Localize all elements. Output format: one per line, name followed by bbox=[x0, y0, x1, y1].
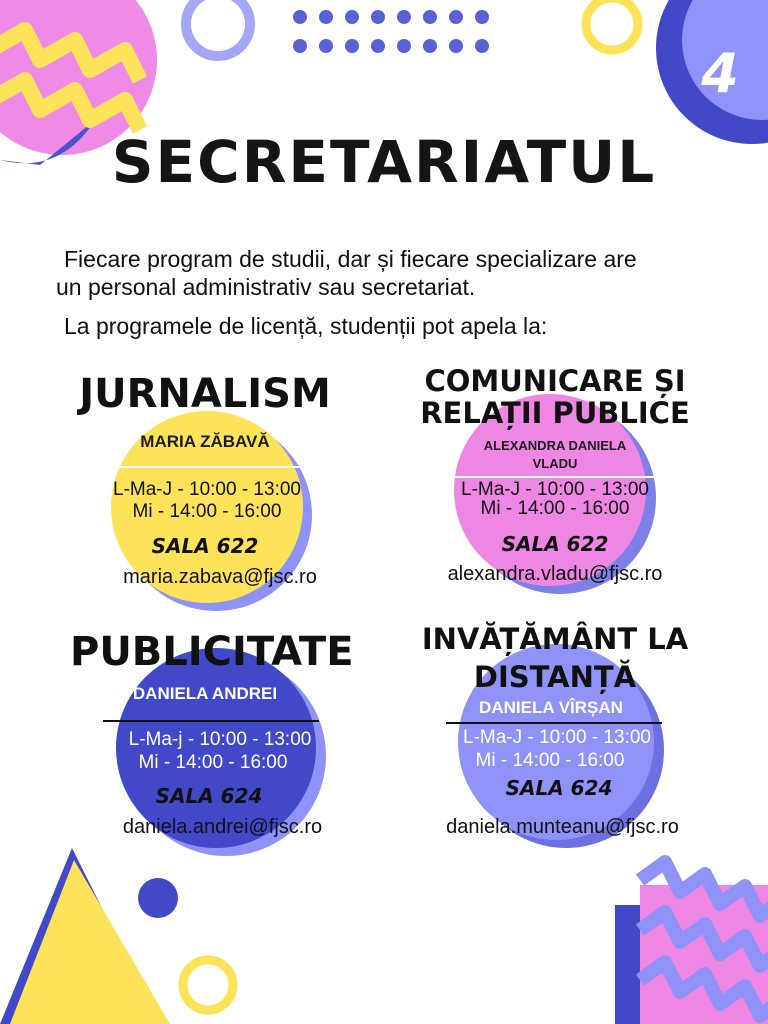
card-publicitate-room: SALA 624 bbox=[155, 784, 263, 808]
card-comunicare-title-2: RELAȚII PUBLICE bbox=[420, 396, 690, 430]
card-comunicare-email[interactable]: alexandra.vladu@fjsc.ro bbox=[447, 563, 663, 585]
card-publicitate-email[interactable]: daniela.andrei@fjsc.ro bbox=[122, 816, 323, 838]
hollow-circle-bottom bbox=[183, 960, 233, 1010]
intro-line-2: un personal administrativ sau secretariat. bbox=[56, 274, 476, 300]
card-distanta-divider bbox=[446, 722, 662, 724]
card-distanta-room: SALA 624 bbox=[505, 776, 613, 800]
card-comunicare-hours-1: L-Ma-J - 10:00 - 13:00 bbox=[461, 479, 649, 500]
card-jurnalism-divider bbox=[98, 466, 316, 468]
card-publicitate-divider bbox=[103, 720, 319, 722]
card-publicitate-contact: DANIELA ANDREI bbox=[132, 684, 278, 703]
card-jurnalism-title: JURNALISM bbox=[79, 371, 331, 417]
card-jurnalism-email[interactable]: maria.zabava@fjsc.ro bbox=[123, 566, 317, 588]
card-comunicare-contact-2: VLADU bbox=[532, 456, 578, 471]
card-jurnalism-hours-1: L-Ma-J - 10:00 - 13:00 bbox=[113, 479, 301, 500]
card-publicitate-hours-2: Mi - 14:00 - 16:00 bbox=[138, 752, 288, 773]
card-comunicare-room: SALA 622 bbox=[501, 532, 609, 556]
hollow-circle-top-right bbox=[586, 0, 638, 50]
page-title: SECRETARIATUL bbox=[111, 128, 657, 196]
card-jurnalism-hours-2: Mi - 14:00 - 16:00 bbox=[132, 501, 282, 522]
card-distanta-title-1: INVĂȚĂMÂNT LA bbox=[421, 622, 689, 656]
card-distanta-title-2: DISTANȚĂ bbox=[473, 660, 637, 694]
card-distanta-email[interactable]: daniela.munteanu@fjsc.ro bbox=[446, 816, 679, 838]
card-distanta-contact: DANIELA VÎRȘAN bbox=[479, 698, 623, 717]
card-publicitate-title: PUBLICITATE bbox=[70, 629, 354, 675]
intro-line-3: La programele de licență, studenții pot apela la: bbox=[64, 313, 548, 339]
hollow-circle-top bbox=[186, 0, 250, 56]
card-publicitate-hours-1: L-Ma-j - 10:00 - 13:00 bbox=[128, 729, 312, 750]
card-jurnalism-contact: MARIA ZĂBAVĂ bbox=[140, 432, 270, 451]
intro-line-1: Fiecare program de studii, dar și fiecare specializare are bbox=[64, 246, 637, 272]
card-comunicare-contact-1: ALEXANDRA DANIELA bbox=[483, 438, 627, 453]
blue-dot-bottom-left bbox=[138, 878, 178, 918]
card-comunicare-hours-2: Mi - 14:00 - 16:00 bbox=[480, 498, 630, 519]
card-jurnalism-room: SALA 622 bbox=[151, 534, 259, 558]
card-distanta-hours-2: Mi - 14:00 - 16:00 bbox=[475, 750, 625, 771]
card-distanta-hours-1: L-Ma-J - 10:00 - 13:00 bbox=[463, 727, 651, 748]
page-number: 4 bbox=[701, 42, 739, 105]
card-comunicare-title-1: COMUNICARE ȘI bbox=[424, 364, 686, 398]
dot-grid bbox=[293, 10, 489, 53]
